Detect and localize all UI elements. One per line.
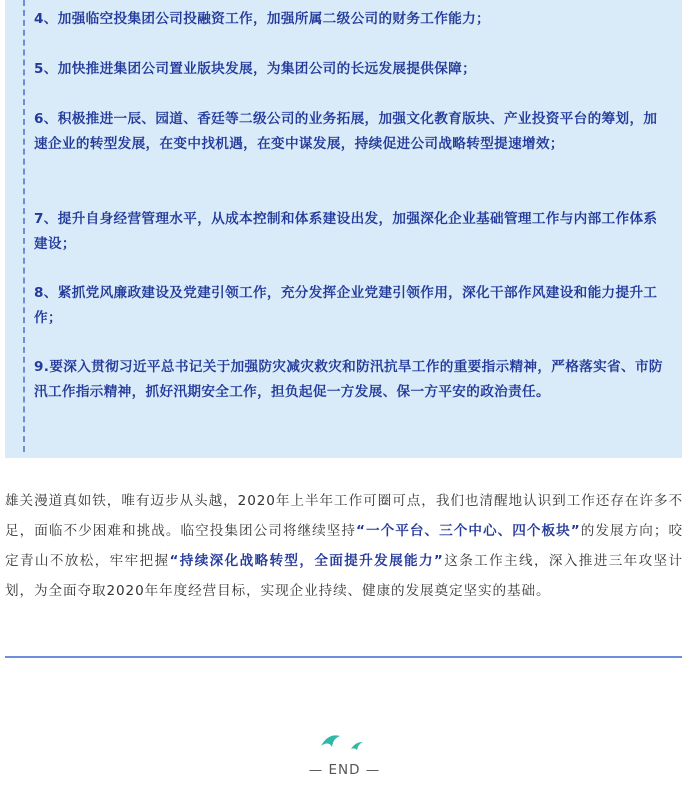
divider-line bbox=[5, 656, 682, 658]
summary-text-3: 这条工作主线，深入推进三年攻坚计划，为全面夺取2020年年度经营目标，实现企业持续、健康的发展奠定坚实的基础。 bbox=[5, 553, 684, 599]
summary-highlight-2: “持续深化战略转型，全面提升发展能力” bbox=[169, 553, 444, 569]
birds-icon bbox=[318, 727, 366, 755]
summary-text-2: 的发展方向；咬定青山不放松，牢牢把握 bbox=[5, 523, 683, 569]
list-item-9: 9.要深入贯彻习近平总书记关于加强防灾减灾救灾和防汛抗旱工作的重要指示精神，严格落实省、市防汛工作指示精神，抓好汛期安全工作，担负起促一方发展、保一方平安的政治责任。 bbox=[34, 359, 663, 400]
list-item-4: 4、加强临空投集团公司投融资工作，加强所属二级公司的财务工作能力； bbox=[34, 11, 491, 27]
end-marker: — END — bbox=[308, 762, 381, 778]
list-item-6: 6、积极推进一辰、园道、香廷等二级公司的业务拓展，加强文化教育版块、产业投资平台的筹划，加速企业的转型发展，在变中找机遇，在变中谋发展，持续促进公司战略转型提速增效； bbox=[34, 111, 658, 152]
list-item-8: 8、紧抓党风廉政建设及党建引领工作，充分发挥企业党建引领作用，深化干部作风建设和能力提升工作； bbox=[34, 285, 658, 326]
list-item-7: 7、提升自身经营管理水平，从成本控制和体系建设出发，加强深化企业基础管理工作与内部工作体系建设； bbox=[34, 211, 658, 252]
summary-paragraph bbox=[5, 486, 683, 606]
summary-highlight-1: “一个平台、三个中心、四个板块” bbox=[356, 523, 581, 539]
dashed-left-border bbox=[23, 0, 25, 452]
summary-text-1: 雄关漫道真如铁，唯有迈步从头越，2020年上半年工作可圈可点，我们也清醒地认识到工作还存在许多不足，面临不少困难和挑战。临空投集团公司将继续坚持 bbox=[5, 493, 683, 539]
list-item-5: 5、加快推进集团公司置业版块发展，为集团公司的长远发展提供保障； bbox=[34, 61, 477, 77]
